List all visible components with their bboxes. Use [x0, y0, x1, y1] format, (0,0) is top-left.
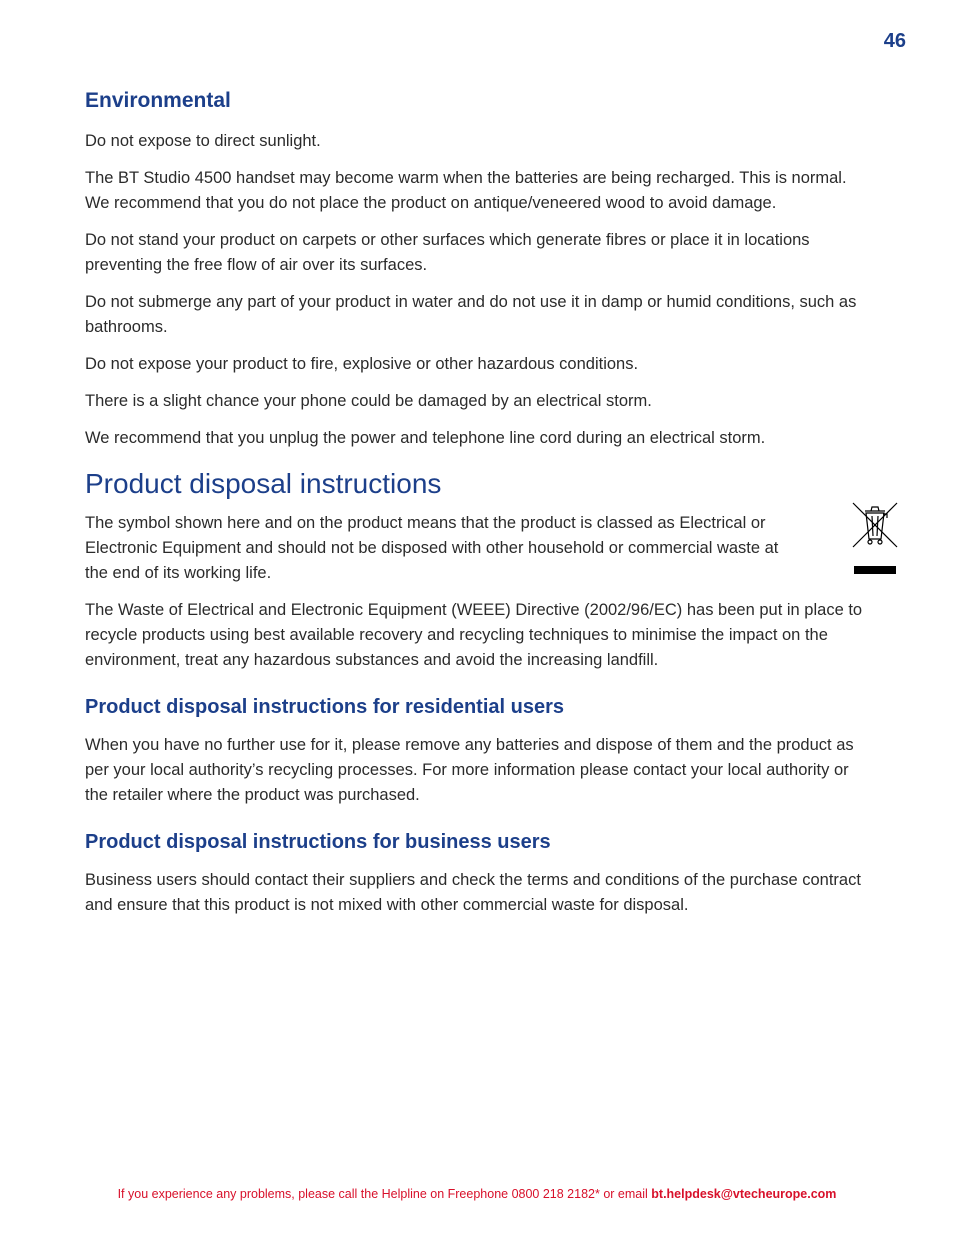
page-number: 46	[883, 30, 906, 52]
environmental-paragraph-5: Do not expose your product to fire, explosive or other hazardous conditions.	[85, 355, 639, 374]
business-paragraph: Business users should contact their suppliers and check the terms and conditions of the purchase contract and ensure that this product is not mixed with other commercial waste for disposal.	[85, 870, 861, 914]
disposal-paragraph-2: The Waste of Electrical and Electronic Equipment (WEEE) Directive (2002/96/EC) has been put in place to recycle products using best available recovery and recycling techniques to minimise the impact on the environment, treat any hazardous substances and avoid the increasing landfill.	[85, 600, 863, 669]
footer-text: If you experience any problems, please call the Helpline on Freephone 0800 218 2182* or email	[117, 1187, 652, 1201]
business-heading: Product disposal instructions for business users	[85, 830, 551, 853]
residential-heading: Product disposal instructions for residential users	[85, 695, 564, 718]
environmental-paragraph-3: Do not stand your product on carpets or other surfaces which generate fibres or place it in locations preventing the free flow of air over its surfaces.	[85, 231, 810, 275]
helpdesk-email-link[interactable]: bt.helpdesk@vtecheurope.com	[651, 1187, 837, 1201]
page-content	[85, 88, 865, 930]
environmental-paragraph-6: There is a slight chance your phone could be damaged by an electrical storm.	[85, 392, 652, 411]
weee-bar	[854, 566, 896, 574]
environmental-heading: Environmental	[85, 89, 231, 112]
residential-paragraph: When you have no further use for it, please remove any batteries and dispose of them and the product as per your local authority’s recycling processes. For more information please contact your local authority or the retailer where the product was purchased.	[85, 735, 854, 804]
residential-section	[85, 695, 865, 808]
business-section	[85, 830, 865, 918]
disposal-section	[85, 467, 865, 673]
environmental-paragraph-1: Do not expose to direct sunlight.	[85, 132, 321, 151]
environmental-section	[85, 88, 865, 451]
disposal-paragraph-1: The symbol shown here and on the product means that the product is classed as Electrical or Electronic Equipment and should not be disposed with other household or commercial waste at the end of its working life.	[85, 513, 779, 582]
environmental-paragraph-7: We recommend that you unplug the power and telephone line cord during an electrical storm.	[85, 429, 766, 448]
environmental-paragraph-2: The BT Studio 4500 handset may become warm when the batteries are being recharged. This is normal. We recommend that you do not place the product on antique/veneered wood to avoid damage.	[85, 169, 847, 213]
disposal-heading: Product disposal instructions	[85, 468, 442, 500]
environmental-paragraph-4: Do not submerge any part of your product in water and do not use it in damp or humid conditions, such as bathrooms.	[85, 293, 857, 337]
footer	[0, 1187, 954, 1201]
crossed-out-wheelie-bin-icon	[851, 501, 899, 574]
